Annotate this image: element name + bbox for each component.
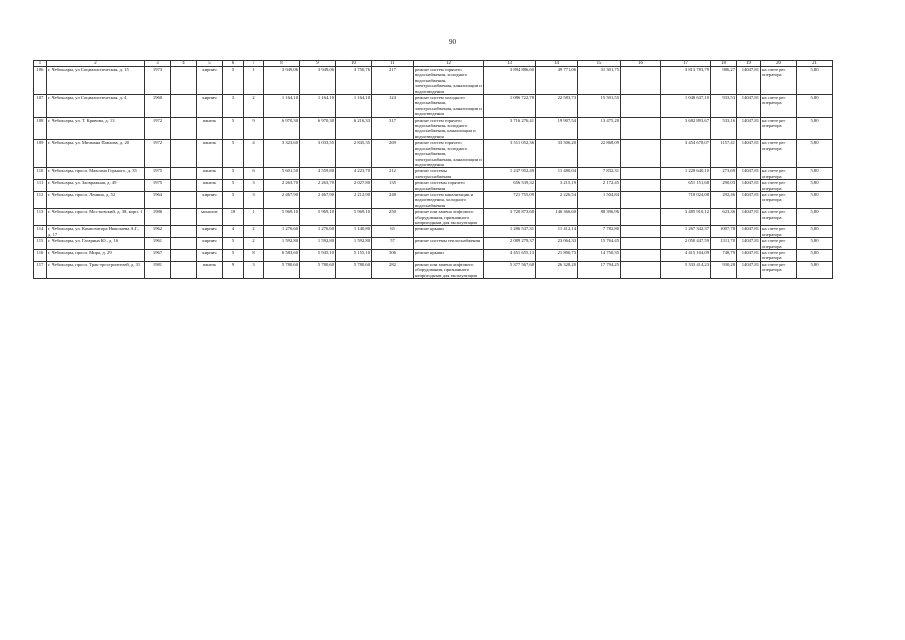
contribution-rate-cell: 5,80 xyxy=(797,250,833,262)
address-cell: г. Чебоксары, ул. Заовражная, д. 49 xyxy=(47,180,145,192)
residential-area-cell: 5 969,10 xyxy=(336,209,372,226)
total-area-cell: 1 276,60 xyxy=(264,226,300,238)
living-area-cell: 6 970,30 xyxy=(300,117,336,140)
local-funds-cell xyxy=(621,180,661,192)
table-row xyxy=(34,226,833,238)
total-area-cell: 6 583,60 xyxy=(264,250,300,262)
residential-area-cell: 2 212,90 xyxy=(336,191,372,208)
col4-cell xyxy=(171,180,197,192)
local-funds-cell xyxy=(621,140,661,168)
federal-funds-cell: 26 328,20 xyxy=(536,261,578,278)
repair-work-cell: ремонт крыши xyxy=(414,226,484,238)
owner-funds-cell: 2 050 447,59 xyxy=(661,238,711,250)
column-number-cell: 9 xyxy=(300,61,336,67)
repair-work-cell: ремонт систем горячего водоснабжения, холодного водоснабжения, электроснабжения, канализации и водоотведения xyxy=(415,140,482,167)
local-funds-cell xyxy=(621,226,661,238)
address-cell: г. Чебоксары, ул. Т. Кривова, д. 13 xyxy=(47,117,145,140)
repair-work-cell: ремонт системы электроснабжения xyxy=(414,168,484,180)
contribution-rate-cell: 5,80 xyxy=(797,168,833,180)
build-year-cell: 1967 xyxy=(145,250,171,262)
col4-cell xyxy=(171,261,197,278)
federal-funds-cell: 2 226,54 xyxy=(536,191,578,208)
max-unit-cost-cell: 14047,81 xyxy=(737,261,761,278)
total-area-cell: 6 970,30 xyxy=(264,117,300,140)
unit-cost-cell: 290,03 xyxy=(711,180,737,192)
living-area-cell: 2 263,70 xyxy=(300,180,336,192)
repair-work-cell: ремонт или замена лифтового оборудования, признанного непригодным для эксплуатации xyxy=(414,261,484,278)
entrances-count-cell: 4 xyxy=(244,140,264,168)
owner-funds-cell: 3 454 678,07 xyxy=(661,140,711,168)
total-cost-cell: 1 247 952,49 xyxy=(484,168,536,180)
col4-cell xyxy=(171,117,197,140)
column-number-cell: 12 xyxy=(414,61,484,67)
floors-count-cell: 18 xyxy=(223,209,244,226)
residential-area-cell: 1 164,10 xyxy=(336,95,372,118)
total-area-cell: 1 164,10 xyxy=(264,95,300,118)
federal-funds-cell: 21 800,73 xyxy=(536,250,578,262)
residential-area-cell: 1 592,80 xyxy=(336,238,372,250)
regional-funds-cell: 22 868,09 xyxy=(578,140,621,168)
table-row xyxy=(34,250,833,262)
residents-count-cell: 135 xyxy=(372,180,414,192)
max-unit-cost-cell: 14047,81 xyxy=(737,95,761,118)
entrances-count-cell: 9 xyxy=(244,117,264,140)
max-unit-cost-cell: 14047,81 xyxy=(737,140,761,168)
row-number-cell: 110 xyxy=(34,168,47,180)
column-number-cell: 5 xyxy=(197,61,223,67)
unit-cost-cell: 933,53 xyxy=(711,95,737,118)
fund-type-cell: на счете рег оператора xyxy=(761,238,797,250)
unit-cost-cell: 273,69 xyxy=(711,168,737,180)
address-cell: г. Чебоксары, просп. Мос-ковский, д. 38, корп. 1 xyxy=(47,209,145,226)
address-cell: г. Чебоксары, ул. Мичмана Павлова, д. 20 xyxy=(47,140,145,168)
total-area-cell: 3 949,06 xyxy=(264,67,300,95)
federal-funds-cell: 11 480,04 xyxy=(536,168,578,180)
total-area-cell: 2 263,70 xyxy=(264,180,300,192)
col4-cell xyxy=(171,168,197,180)
col4-cell xyxy=(171,95,197,118)
total-area-cell: 5 780,60 xyxy=(264,261,300,278)
local-funds-cell xyxy=(621,238,661,250)
table-row xyxy=(34,67,833,95)
build-year-cell: 1962 xyxy=(145,226,171,238)
unit-cost-cell: 986,27 xyxy=(711,67,737,95)
row-number-cell: 115 xyxy=(34,238,47,250)
owner-funds-cell: 1 267 342,37 xyxy=(661,226,711,238)
repair-work-cell: ремонт систем канализации и водоотведения, холодного водоснабжения xyxy=(414,191,484,208)
living-area-cell: 1 164,10 xyxy=(300,95,336,118)
address-cell: г. Чебоксары, ул. Гагарина Ю., д. 16 xyxy=(47,238,145,250)
floors-count-cell: 9 xyxy=(223,261,244,278)
local-funds-cell xyxy=(621,250,661,262)
repair-work-cell: ремонт или замена лифтового оборудования, признанного непригодным для эксплуатации xyxy=(414,209,484,226)
build-year-cell: 1975 xyxy=(145,180,171,192)
living-area-cell: 3 033,55 xyxy=(300,140,336,168)
repair-work-cell: ремонт систем холодного водоснабжения, электроснабжения, канализации и водоотведения xyxy=(415,95,482,117)
column-number-cell: 14 xyxy=(536,61,578,67)
repair-work-cell: ремонт систем горячего водоснабжения, холодного водоснабжения, электроснабжения, канализации и водоотведения xyxy=(415,67,482,94)
federal-funds-cell: 23 064,33 xyxy=(536,238,578,250)
residents-count-cell: 217 xyxy=(372,67,414,95)
owner-funds-cell: 3 485 910,12 xyxy=(661,209,711,226)
column-number-cell: 16 xyxy=(621,61,661,67)
federal-funds-cell: 19 907,54 xyxy=(536,117,578,140)
total-cost-cell: 1 286 537,31 xyxy=(484,226,536,238)
total-cost-cell: 3 720 873,68 xyxy=(484,209,536,226)
address-cell: г. Чебоксары, ул Социалистическая, д. 15 xyxy=(47,67,145,95)
col4-cell xyxy=(171,209,197,226)
build-year-cell: 1981 xyxy=(145,261,171,278)
table-row xyxy=(34,180,833,192)
entrances-count-cell: 2 xyxy=(244,95,264,118)
residents-count-cell: 317 xyxy=(372,117,414,140)
total-area-cell: 1 592,80 xyxy=(264,238,300,250)
unit-cost-cell: 930,28 xyxy=(711,261,737,278)
row-number-cell: 111 xyxy=(34,180,47,192)
owner-funds-cell: 3 813 783,79 xyxy=(661,67,711,95)
unit-cost-cell: 1157,41 xyxy=(711,140,737,168)
column-number-cell: 8 xyxy=(264,61,300,67)
column-number-cell: 19 xyxy=(737,61,761,67)
col4-cell xyxy=(171,250,197,262)
max-unit-cost-cell: 14047,81 xyxy=(737,238,761,250)
build-year-cell: 1973 xyxy=(145,67,171,95)
owner-funds-cell: 718 024,08 xyxy=(661,191,711,208)
total-area-cell: 2 467,90 xyxy=(264,191,300,208)
local-funds-cell xyxy=(621,95,661,118)
floors-count-cell: 5 xyxy=(223,180,244,192)
contribution-rate-cell: 5,80 xyxy=(797,95,833,118)
residents-count-cell: 250 xyxy=(372,209,414,226)
entrances-count-cell: 3 xyxy=(244,191,264,208)
repair-work-cell: ремонт крыши xyxy=(414,250,484,262)
regional-funds-cell: 2 172,45 xyxy=(578,180,621,192)
max-unit-cost-cell: 14047,81 xyxy=(737,168,761,180)
regional-funds-cell: 7 832,31 xyxy=(578,168,621,180)
col4-cell xyxy=(171,191,197,208)
contribution-rate-cell: 5,80 xyxy=(797,261,833,278)
entrances-count-cell: 8 xyxy=(244,250,264,262)
total-cost-cell: 721 755,09 xyxy=(484,191,536,208)
owner-funds-cell: 1 048 637,10 xyxy=(661,95,711,118)
federal-funds-cell: 146 366,60 xyxy=(536,209,578,226)
column-number-cell: 18 xyxy=(711,61,737,67)
contribution-rate-cell: 5,80 xyxy=(797,117,833,140)
table-row xyxy=(34,95,833,118)
address-cell: г. Чебоксары, просп. Мира, д. 29 xyxy=(47,250,145,262)
residential-area-cell: 2 845,35 xyxy=(336,140,372,168)
total-cost-cell: 3 894 886,60 xyxy=(484,67,536,95)
wall-material-cell: кирпич xyxy=(197,191,223,208)
local-funds-cell xyxy=(621,67,661,95)
row-number-cell: 107 xyxy=(34,95,47,118)
residents-count-cell: 282 xyxy=(372,261,414,278)
local-funds-cell xyxy=(621,261,661,278)
residential-area-cell: 5 155,10 xyxy=(336,250,372,262)
residents-count-cell: 306 xyxy=(372,250,414,262)
local-funds-cell xyxy=(621,191,661,208)
table-row xyxy=(34,191,833,208)
entrances-count-cell: 6 xyxy=(244,168,264,180)
federal-funds-cell: 11 412,14 xyxy=(536,226,578,238)
fund-type-cell: на счете рег оператора xyxy=(761,67,797,95)
regional-funds-cell: 15 501,55 xyxy=(578,95,621,118)
fund-type-cell: на счете рег оператора xyxy=(761,117,797,140)
row-number-cell: 106 xyxy=(34,67,47,95)
row-number-cell: 109 xyxy=(34,140,47,168)
build-year-cell: 1986 xyxy=(145,209,171,226)
address-cell: г. Чебоксары, просп. Трак-тростроителей, д. 31 xyxy=(47,261,145,278)
max-unit-cost-cell: 14047,81 xyxy=(737,226,761,238)
column-number-cell: 2 xyxy=(47,61,145,67)
residential-area-cell: 2 027,80 xyxy=(336,180,372,192)
federal-funds-cell: 33 506,20 xyxy=(536,140,578,168)
total-cost-cell: 1 086 722,78 xyxy=(484,95,536,118)
owner-funds-cell: 3 682 893,67 xyxy=(661,117,711,140)
regional-funds-cell: 7 782,80 xyxy=(578,226,621,238)
column-number-cell: 20 xyxy=(761,61,797,67)
regional-funds-cell: 1 504,84 xyxy=(578,191,621,208)
wall-material-cell: панель xyxy=(197,180,223,192)
build-year-cell: 1964 xyxy=(145,191,171,208)
living-area-cell: 5 945,10 xyxy=(300,250,336,262)
capital-repair-register-table xyxy=(33,60,833,279)
column-number-cell: 17 xyxy=(661,61,711,67)
owner-funds-cell: 4 415 104,09 xyxy=(661,250,711,262)
federal-funds-cell: 49 771,06 xyxy=(536,67,578,95)
row-number-cell: 114 xyxy=(34,226,47,238)
build-year-cell: 1960 xyxy=(145,95,171,118)
wall-material-cell: кирпич xyxy=(197,250,223,262)
max-unit-cost-cell: 14047,81 xyxy=(737,67,761,95)
fund-type-cell: на счете рег оператора xyxy=(761,168,797,180)
residents-count-cell: 212 xyxy=(372,168,414,180)
residents-count-cell: 248 xyxy=(372,191,414,208)
unit-cost-cell: 533,16 xyxy=(711,117,737,140)
max-unit-cost-cell: 14047,81 xyxy=(737,180,761,192)
owner-funds-cell: 5 333 414,23 xyxy=(661,261,711,278)
address-cell: г. Чебоксары, просп. Ленина, д. 52 xyxy=(47,191,145,208)
living-area-cell: 5 969,10 xyxy=(300,209,336,226)
entrances-count-cell: 1 xyxy=(244,209,264,226)
floors-count-cell: 4 xyxy=(223,226,244,238)
local-funds-cell xyxy=(621,209,661,226)
column-number-cell: 11 xyxy=(372,61,414,67)
build-year-cell: 1972 xyxy=(145,117,171,140)
wall-material-cell: кирпич xyxy=(197,238,223,250)
total-cost-cell: 656 539,32 xyxy=(484,180,536,192)
column-number-cell: 15 xyxy=(578,61,621,67)
build-year-cell: 1975 xyxy=(145,168,171,180)
total-cost-cell: 3 511 052,36 xyxy=(484,140,536,168)
fund-type-cell: на счете рег оператора xyxy=(761,191,797,208)
fund-type-cell: на счете рег оператора xyxy=(761,209,797,226)
floors-count-cell: 5 xyxy=(223,67,244,95)
federal-funds-cell: 3 215,19 xyxy=(536,180,578,192)
residents-count-cell: 269 xyxy=(372,140,414,168)
living-area-cell: 1 276,60 xyxy=(300,226,336,238)
residents-count-cell: 124 xyxy=(372,95,414,118)
max-unit-cost-cell: 14047,81 xyxy=(737,209,761,226)
living-area-cell: 4 559,80 xyxy=(300,168,336,180)
total-area-cell: 5 601,50 xyxy=(264,168,300,180)
wall-material-cell: панель xyxy=(197,117,223,140)
entrances-count-cell: 3 xyxy=(244,261,264,278)
fund-type-cell: на счете рег оператора xyxy=(761,95,797,118)
living-area-cell: 2 467,90 xyxy=(300,191,336,208)
address-cell: г. Чебоксары, просп. Максима Горького, д. 35 xyxy=(47,168,145,180)
repair-work-cell: ремонт систем горячего водоснабжения, холодного водоснабжения, канализации и водоотведения xyxy=(414,117,484,140)
living-area-cell: 1 592,80 xyxy=(300,238,336,250)
column-number-cell: 13 xyxy=(484,61,536,67)
floors-count-cell: 3 xyxy=(223,95,244,118)
unit-cost-cell: 1311,70 xyxy=(711,238,737,250)
unit-cost-cell: 623,36 xyxy=(711,209,737,226)
fund-type-cell: на счете рег оператора xyxy=(761,140,797,168)
wall-material-cell: монолит xyxy=(197,209,223,226)
col4-cell xyxy=(171,238,197,250)
contribution-rate-cell: 5,80 xyxy=(797,238,833,250)
owner-funds-cell: 651 151,68 xyxy=(661,180,711,192)
regional-funds-cell: 31 301,75 xyxy=(578,67,621,95)
wall-material-cell: панель xyxy=(197,168,223,180)
regional-funds-cell: 14 750,35 xyxy=(578,250,621,262)
wall-material-cell: панель xyxy=(197,140,223,168)
regional-funds-cell: 88 396,96 xyxy=(578,209,621,226)
floors-count-cell: 5 xyxy=(223,191,244,208)
address-cell: г. Чебоксары, ул. Композитора Николаева А.Г., д. 17 xyxy=(47,226,145,238)
entrances-count-cell: 2 xyxy=(244,226,264,238)
table-row xyxy=(34,117,833,140)
repair-work-cell: ремонт системы теплоснабжения xyxy=(414,238,484,250)
fund-type-cell: на счете рег оператора xyxy=(761,250,797,262)
column-number-cell: 7 xyxy=(244,61,264,67)
floors-count-cell: 5 xyxy=(223,250,244,262)
page-number: 90 xyxy=(449,38,456,46)
residential-area-cell: 6 216,33 xyxy=(336,117,372,140)
wall-material-cell: кирпич xyxy=(197,67,223,95)
total-cost-cell: 3 716 276,41 xyxy=(484,117,536,140)
contribution-rate-cell: 5,80 xyxy=(797,209,833,226)
total-cost-cell: 5 377 567,68 xyxy=(484,261,536,278)
entrances-count-cell: 1 xyxy=(244,67,264,95)
total-area-cell: 5 969,10 xyxy=(264,209,300,226)
row-number-cell: 116 xyxy=(34,250,47,262)
column-number-cell: 6 xyxy=(223,61,244,67)
entrances-count-cell: 3 xyxy=(244,180,264,192)
local-funds-cell xyxy=(621,117,661,140)
floors-count-cell: 5 xyxy=(223,117,244,140)
column-number-cell: 3 xyxy=(145,61,171,67)
unit-cost-cell: 292,46 xyxy=(711,191,737,208)
col4-cell xyxy=(171,226,197,238)
regional-funds-cell: 13 475,20 xyxy=(578,117,621,140)
residential-area-cell: 3 750,76 xyxy=(336,67,372,95)
residential-area-cell: 1 140,80 xyxy=(336,226,372,238)
residential-area-cell: 4 223,70 xyxy=(336,168,372,180)
column-number-cell: 1 xyxy=(34,61,47,67)
owner-funds-cell: 1 228 640,10 xyxy=(661,168,711,180)
regional-funds-cell: 17 794,25 xyxy=(578,261,621,278)
row-number-cell: 113 xyxy=(34,209,47,226)
column-number-cell: 10 xyxy=(336,61,372,67)
total-cost-cell: 2 089 279,37 xyxy=(484,238,536,250)
local-funds-cell xyxy=(621,168,661,180)
residents-count-cell: 57 xyxy=(372,238,414,250)
total-cost-cell: 4 451 655,13 xyxy=(484,250,536,262)
contribution-rate-cell: 5,80 xyxy=(797,180,833,192)
contribution-rate-cell: 5,80 xyxy=(797,226,833,238)
contribution-rate-cell: 5,80 xyxy=(797,140,833,168)
floors-count-cell: 5 xyxy=(223,140,244,168)
wall-material-cell: панель xyxy=(197,261,223,278)
residents-count-cell: 65 xyxy=(372,226,414,238)
build-year-cell: 1961 xyxy=(145,238,171,250)
entrances-count-cell: 2 xyxy=(244,238,264,250)
residential-area-cell: 5 780,60 xyxy=(336,261,372,278)
total-area-cell: 3 323,60 xyxy=(264,140,300,168)
floors-count-cell: 5 xyxy=(223,168,244,180)
fund-type-cell: на счете рег оператора xyxy=(761,261,797,278)
max-unit-cost-cell: 14047,81 xyxy=(737,191,761,208)
row-number-cell: 117 xyxy=(34,261,47,278)
wall-material-cell: кирпич xyxy=(197,226,223,238)
living-area-cell: 5 780,60 xyxy=(300,261,336,278)
column-number-cell: 4 xyxy=(171,61,197,67)
contribution-rate-cell: 5,80 xyxy=(797,67,833,95)
address-cell: г. Чебоксары, ул Социалистическая, д. 4 xyxy=(47,95,145,118)
table-row xyxy=(34,209,833,226)
table-row xyxy=(34,261,833,278)
col4-cell xyxy=(171,67,197,95)
regional-funds-cell: 15 764,45 xyxy=(578,238,621,250)
fund-type-cell: на счете рег оператора xyxy=(761,226,797,238)
floors-count-cell: 5 xyxy=(223,238,244,250)
fund-type-cell: на счете рег оператора xyxy=(761,180,797,192)
max-unit-cost-cell: 14047,81 xyxy=(737,117,761,140)
table-row xyxy=(34,168,833,180)
table-row xyxy=(34,238,833,250)
federal-funds-cell: 22 583,73 xyxy=(536,95,578,118)
table-row xyxy=(34,140,833,168)
contribution-rate-cell: 5,80 xyxy=(797,191,833,208)
living-area-cell: 3 949,06 xyxy=(300,67,336,95)
row-number-cell: 108 xyxy=(34,117,47,140)
wall-material-cell: кирпич xyxy=(197,95,223,118)
col4-cell xyxy=(171,140,197,168)
row-number-cell: 112 xyxy=(34,191,47,208)
max-unit-cost-cell: 14047,81 xyxy=(737,250,761,262)
column-number-cell: 21 xyxy=(797,61,833,67)
unit-cost-cell: 748,79 xyxy=(711,250,737,262)
unit-cost-cell: 1007,78 xyxy=(711,226,737,238)
build-year-cell: 1972 xyxy=(145,140,171,168)
repair-work-cell: ремонт системы горячего водоснабжения xyxy=(414,180,484,192)
